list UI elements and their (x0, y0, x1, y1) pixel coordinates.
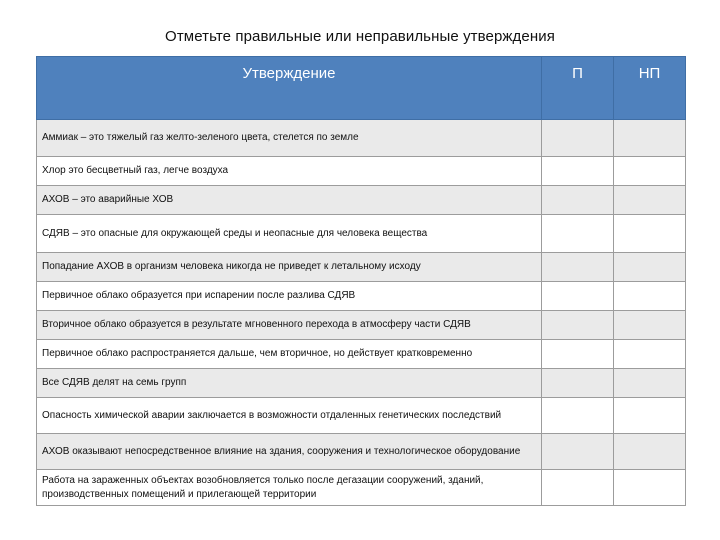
false-answer-cell[interactable] (614, 398, 686, 434)
table-row (37, 120, 686, 157)
statements-table (36, 56, 686, 506)
table-row (37, 398, 686, 434)
false-answer-cell[interactable] (614, 253, 686, 282)
statement-cell: Первичное облако распространяется дальше, чем вторичное, но действует кратковременно (37, 340, 542, 369)
statement-cell: АХОВ оказывают непосредственное влияние на здания, сооружения и технологическое оборудование (37, 434, 542, 470)
true-answer-cell[interactable] (542, 470, 614, 506)
true-answer-cell[interactable] (542, 398, 614, 434)
false-answer-cell[interactable] (614, 157, 686, 186)
statement-cell: Вторичное облако образуется в результате мгновенного перехода в атмосферу части СДЯВ (37, 311, 542, 340)
true-answer-cell[interactable] (542, 369, 614, 398)
header-true: П (542, 57, 614, 120)
statement-cell: Первичное облако образуется при испарении после разлива СДЯВ (37, 282, 542, 311)
false-answer-cell[interactable] (614, 215, 686, 253)
statement-cell: Опасность химической аварии заключается в возможности отдаленных генетических последствий (37, 398, 542, 434)
table-row (37, 311, 686, 340)
table-row (37, 369, 686, 398)
true-answer-cell[interactable] (542, 215, 614, 253)
true-answer-cell[interactable] (542, 120, 614, 157)
false-answer-cell[interactable] (614, 282, 686, 311)
table-row (37, 282, 686, 311)
statement-cell: Работа на зараженных объектах возобновляется только после дегазации сооружений, зданий, производственных помещений и прилегающей территории (37, 470, 542, 506)
statement-cell: Аммиак – это тяжелый газ желто-зеленого цвета, стелется по земле (37, 120, 542, 157)
table-row (37, 253, 686, 282)
header-false: НП (614, 57, 686, 120)
statement-cell: АХОВ – это аварийные ХОВ (37, 186, 542, 215)
page-title: Отметьте правильные или неправильные утверждения (165, 28, 555, 45)
table-row (37, 434, 686, 470)
table-row (37, 215, 686, 253)
true-answer-cell[interactable] (542, 157, 614, 186)
header-statement: Утверждение (37, 57, 542, 120)
statement-cell: Все СДЯВ делят на семь групп (37, 369, 542, 398)
true-answer-cell[interactable] (542, 434, 614, 470)
table-header-row (37, 57, 686, 120)
true-answer-cell[interactable] (542, 253, 614, 282)
true-answer-cell[interactable] (542, 186, 614, 215)
false-answer-cell[interactable] (614, 120, 686, 157)
statement-cell: СДЯВ – это опасные для окружающей среды и неопасные для человека вещества (37, 215, 542, 253)
false-answer-cell[interactable] (614, 470, 686, 506)
true-answer-cell[interactable] (542, 311, 614, 340)
false-answer-cell[interactable] (614, 434, 686, 470)
table-row (37, 186, 686, 215)
statement-cell: Хлор это бесцветный газ, легче воздуха (37, 157, 542, 186)
false-answer-cell[interactable] (614, 369, 686, 398)
false-answer-cell[interactable] (614, 311, 686, 340)
true-answer-cell[interactable] (542, 282, 614, 311)
true-answer-cell[interactable] (542, 340, 614, 369)
false-answer-cell[interactable] (614, 340, 686, 369)
table-row (37, 470, 686, 506)
table-row (37, 340, 686, 369)
statement-cell: Попадание АХОВ в организм человека никогда не приведет к летальному исходу (37, 253, 542, 282)
false-answer-cell[interactable] (614, 186, 686, 215)
table-row (37, 157, 686, 186)
